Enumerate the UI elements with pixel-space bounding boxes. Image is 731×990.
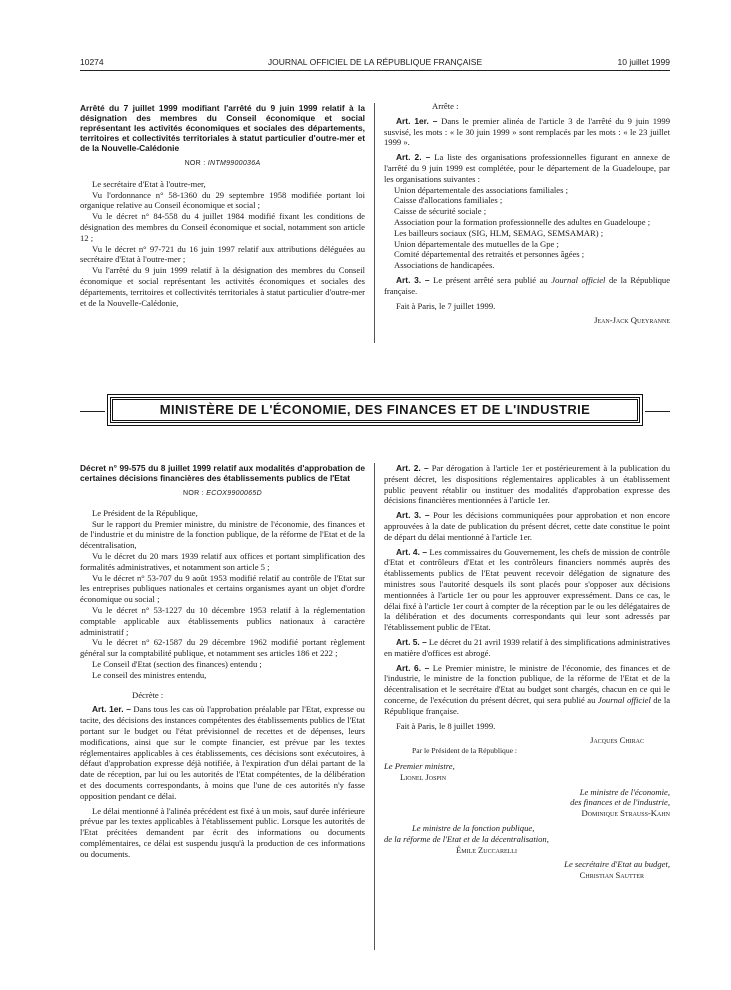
fp-title: Le ministre de la fonction publique,	[412, 822, 535, 833]
decree2-intro: Le Président de la République,	[92, 507, 198, 518]
eco-name: Dominique Strauss-Kahn	[581, 808, 670, 819]
page-header	[80, 57, 670, 71]
decree2-decrete: Décrète :	[132, 689, 164, 700]
decree1-visa: Vu le décret n° 84-558 du 4 juillet 1984 modifié fixant les conditions de désignation des membres du Conseil économique et social, notamment son article 12 ;	[80, 211, 365, 243]
decree2-title: Décret n° 99-575 du 8 juillet 1999 relatif aux modalités d'approbation de certaines décisions financières des établissements publics de l'Etat	[80, 463, 365, 483]
par-le-president: Par le Président de la République :	[412, 746, 518, 756]
decree2-visa: Vu le décret du 20 mars 1939 relatif aux offices et portant simplification des formalités administratives, et notamment son article 5 ;	[80, 550, 365, 572]
president-signature: Jacques Chirac	[590, 735, 644, 746]
decree1-right-column	[384, 101, 670, 326]
decree2-right-column	[384, 463, 670, 881]
article-label: Art. 1er. –	[396, 115, 438, 126]
journal-title: JOURNAL OFFICIEL DE LA RÉPUBLIQUE FRANÇAISE	[267, 57, 483, 67]
decree1-nor	[80, 159, 365, 170]
article-label: Art. 1er. –	[92, 704, 131, 715]
nor-code: ECOX9900065D	[206, 490, 262, 497]
organisation-item: Association pour la formation professionnelle des adultes en Guadeloupe ;	[394, 216, 651, 227]
decree2-visa: Vu le décret n° 53-707 du 9 août 1953 modifié relatif au contrôle de l'Etat sur les entreprises publiques nationales et certains organismes ayant un objet d'ordre économique ou social ;	[80, 572, 365, 605]
journal-name: Journal officiel	[551, 274, 606, 285]
budget-name: Christian Sautter	[579, 870, 644, 881]
article-text: Le décret du 21 avril 1939 relatif à des simplifications administratives en matière d'offices est abrogé.	[384, 636, 670, 658]
fp-title: de la réforme de l'Etat et de la décentralisation,	[384, 833, 549, 844]
ministry-heading: MINISTÈRE DE L'ÉCONOMIE, DES FINANCES ET DE L'INDUSTRIE	[110, 397, 640, 423]
header-rule	[80, 70, 670, 71]
decree1-visa: Vu l'arrêté du 9 juin 1999 relatif à la désignation des membres du Conseil économique et social représentant les activités économiques et sociales des départements, territoires et collectivités territoriales à statut particulier d'outre-mer et de la Nouvelle-Calédonie,	[80, 265, 365, 308]
decree1-arrete: Arrête :	[432, 101, 459, 111]
decree1-visa: Vu l'ordonnance n° 58-1360 du 29 septembre 1958 modifiée portant loi organique relative au Conseil économique et social ;	[80, 189, 365, 211]
article-text: Dans le premier alinéa de l'article 3 de l'arrêté du 9 juin 1999 susvisé, les mots : « le 30 juin 1999 » sont remplacés par les mots : « le 23 juillet 1999 ».	[384, 115, 670, 148]
column-divider	[374, 103, 375, 343]
article-label: Art. 3. –	[396, 274, 430, 285]
organisation-item: Caisse de sécurité sociale ;	[394, 206, 487, 217]
article-label: Art. 4. –	[396, 546, 428, 557]
column-divider	[374, 463, 375, 950]
article-text: Le délai mentionné à l'alinéa précédent est fixé à un mois, sauf durée inférieure prévue par les textes applicables à l'établissement public. Lorsque les autorités de l'Etat précitées demandent par écrit des informations ou documents complémentaires, ce délai est suspendu jusqu'à la production de ces informations ou documents.	[80, 805, 365, 859]
decree1-visa: Vu le décret n° 97-721 du 16 juin 1997 relatif aux attributions déléguées au secrétaire d'Etat à l'outre-mer ;	[80, 243, 365, 265]
decree1-fait: Fait à Paris, le 7 juillet 1999.	[396, 300, 496, 311]
pm-name: Lionel Jospin	[400, 771, 447, 782]
organisation-item: Comité départemental des retraités et personnes âgées ;	[394, 249, 585, 260]
budget-title: Le secrétaire d'Etat au budget,	[564, 859, 670, 870]
box-rule	[80, 411, 105, 412]
box-rule	[645, 411, 670, 412]
article-label: Art. 2. –	[396, 152, 431, 163]
article-text: Le Premier ministre, le ministre de l'économie, des finances et de l'industrie, le ministre de la fonction publique, de la réforme de l'Etat et de la décentralisation et le secrétaire d'Etat au budget sont chargés, chacun en ce qui le concerne, de l'exécution du présent décret, qui sera publié au	[384, 662, 670, 705]
decree2-visa: Vu le décret n° 62-1587 du 29 décembre 1962 modifié portant règlement général sur la comptabilité publique, et notamment ses articles 186 et 222 ;	[80, 637, 365, 659]
organisation-item: Les bailleurs sociaux (SIG, HLM, SEMAG, SEMSAMAR) ;	[394, 227, 604, 238]
page-number: 10274	[80, 57, 104, 67]
decree1-left-column	[80, 103, 365, 308]
organisation-item: Union départementale des mutuelles de la Gpe ;	[394, 238, 559, 249]
decree2-left-column	[80, 463, 365, 860]
eco-title: des finances et de l'industrie,	[570, 797, 670, 808]
article-text: de la République française.	[384, 274, 671, 296]
decree2-nor	[80, 489, 365, 500]
decree2-visa: Sur le rapport du Premier ministre, du ministre de l'économie, des finances et de l'industrie et du ministre de la fonction publique, de la réforme de l'Etat et de la décentralisation,	[80, 518, 365, 551]
pm-title: Le Premier ministre,	[384, 760, 455, 771]
article-text: de la République française.	[384, 694, 671, 716]
decree1-intro: Le secrétaire d'Etat à l'outre-mer,	[92, 178, 206, 189]
organisation-item: Caisse d'allocations familiales ;	[394, 195, 503, 206]
decree2-fait: Fait à Paris, le 8 juillet 1999.	[396, 720, 496, 731]
journal-name: Journal officiel	[597, 694, 651, 705]
article-text: Dans tous les cas où l'approbation préalable par l'Etat, expresse ou tacite, des décisions des instances compétentes des établissements publics de l'Etat portant sur le budget ou l'état prévisionnel de recettes et de dépenses, leurs modifications, ainsi que sur le compte financier, est prévue par les textes réglementaires applicables à ces établissements, ces décisions sont exécutoires, à défaut d'approbation expresse déjà notifiée, à l'expiration d'un délai partant de la date de réception, par lui ou les autorités de l'Etat compétentes, de la délibération et des documents correspondants, à moins que l'une de ces autorités n'y fasse opposition pendant ce délai.	[80, 704, 365, 801]
decree2-visa: Vu le décret n° 53-1227 du 10 décembre 1953 relatif à la réglementation comptable applicable aux établissements publics nationaux à caractère administratif ;	[80, 604, 365, 637]
organisation-item: Associations de handicapées.	[394, 260, 495, 271]
organisation-item: Union départementale des associations familiales ;	[394, 184, 568, 195]
decree2-visa: Le Conseil d'Etat (section des finances) entendu ;	[92, 658, 262, 669]
issue-date: 10 juillet 1999	[617, 57, 670, 67]
nor-code: INTM9900036A	[207, 160, 261, 167]
article-label: Art. 2. –	[396, 463, 429, 473]
article-label: Art. 5. –	[396, 636, 427, 647]
article-text: Par dérogation à l'article 1er et postérieurement à la publication du présent décret, les dispositions réglementaires applicables à un établissement public peuvent rétablir ou instituer des modalités d'approbation expresse des décisions financières mentionnées à l'article 1er.	[384, 463, 670, 506]
decree1-signature: Jean-Jack Queyranne	[594, 315, 670, 326]
article-text: Les commissaires du Gouvernement, les chefs de mission de contrôle d'Etat et contrôleurs d'Etat et les contrôleurs financiers nommés auprès des établissements publics de l'Etat peuvent recevoir délégation de signature des ministres sous l'autorité desquels ils sont placés pour s'opposer aux décisions mentionnées à l'article 1er ou pour les approuver expressément. Dans ce cas, le délai fixé à l'article 1er court à compter de la réception par le ou les délégataires de la délibération et des documents correspondants qui leur sont adressés par l'établissement public de l'Etat.	[384, 546, 670, 633]
article-text: Le présent arrêté sera publié au	[433, 274, 548, 285]
decree1-title: Arrêté du 7 juillet 1999 modifiant l'arrêté du 9 juin 1999 relatif à la désignation des membres du Conseil économique et social représentant les activités économiques et sociales des départements, territoires et collectivités territoriales à statut particulier d'outre-mer et de la Nouvelle-Calédonie	[80, 103, 365, 153]
article-text: La liste des organisations professionnelles figurant en annexe de l'arrêté du 9 juin 1999 est complétée, pour le département de la Guadeloupe, par les organisations suivantes :	[384, 152, 670, 184]
article-label: Art. 6. –	[396, 662, 430, 673]
article-label: Art. 3. –	[396, 510, 430, 521]
eco-title: Le ministre de l'économie,	[579, 786, 670, 797]
fp-name: Émile Zuccarelli	[456, 844, 517, 855]
article-text: Pour les décisions communiquées pour approbation et non encore approuvées à la date de publication du présent décret, cette date constitue le point de départ du délai mentionné à l'article 1er.	[384, 510, 670, 542]
decree2-visa: Le conseil des ministres entendu,	[92, 669, 207, 680]
nor-label: NOR :	[184, 160, 206, 167]
nor-label: NOR :	[183, 490, 204, 497]
